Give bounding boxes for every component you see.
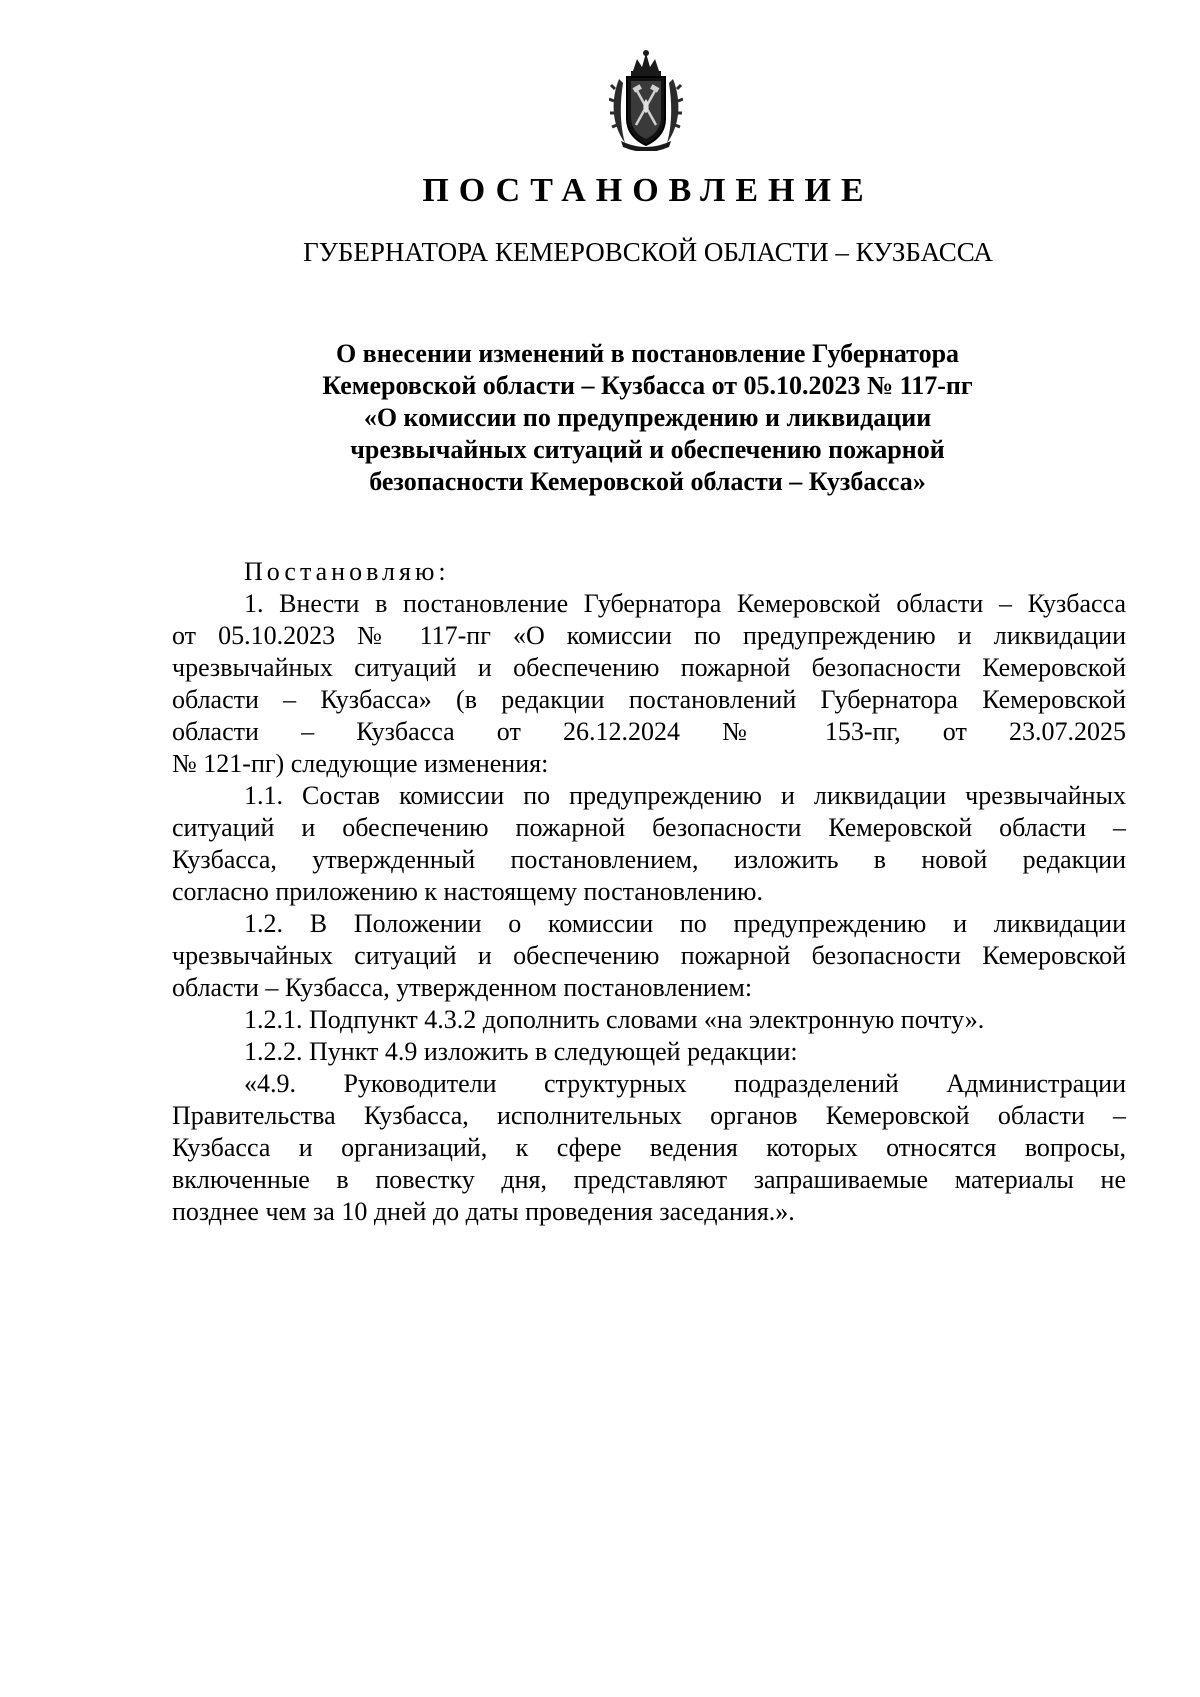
issuing-authority: ГУБЕРНАТОРА КЕМЕРОВСКОЙ ОБЛАСТИ – КУЗБАССА bbox=[303, 237, 993, 267]
title-line: Кемеровской области – Кузбасса от 05.10.2023 № 117-пг bbox=[322, 371, 973, 400]
document-title bbox=[170, 338, 1125, 498]
paragraph-1-2-2 bbox=[172, 1036, 1126, 1068]
body-line: включенные в повестку дня, представляют запрашиваемые материалы не bbox=[172, 1165, 1126, 1194]
body-line: Кузбасса, утвержденный постановлением, изложить в новой редакции bbox=[172, 845, 1126, 874]
title-line: «О комиссии по предупреждению и ликвидации bbox=[363, 403, 932, 432]
coat-of-arms-emblem bbox=[609, 49, 683, 151]
body-line: области – Кузбасса от 26.12.2024 № 153-пг, от 23.07.2025 bbox=[172, 717, 1126, 746]
title-line: безопасности Кемеровской области – Кузбасса» bbox=[369, 467, 926, 496]
body-line: чрезвычайных ситуаций и обеспечению пожарной безопасности Кемеровской bbox=[172, 653, 1126, 682]
paragraph-1 bbox=[172, 588, 1126, 780]
title-line: чрезвычайных ситуаций и обеспечению пожарной bbox=[350, 435, 945, 464]
body-line: позднее чем за 10 дней до даты проведения заседания.». bbox=[172, 1197, 795, 1226]
body-line: ситуаций и обеспечению пожарной безопасности Кемеровской области – bbox=[172, 813, 1126, 842]
body-line: Правительства Кузбасса, исполнительных органов Кемеровской области – bbox=[172, 1101, 1126, 1130]
paragraph-1-1 bbox=[172, 780, 1126, 908]
paragraph-1-2 bbox=[172, 908, 1126, 1004]
document-type-heading: ПОСТАНОВЛЕНИЕ bbox=[422, 172, 874, 209]
body-line: согласно приложению к настоящему постановлению. bbox=[172, 877, 763, 906]
body-line: «4.9. Руководители структурных подразделений Администрации bbox=[244, 1069, 1126, 1098]
body-line: чрезвычайных ситуаций и обеспечению пожарной безопасности Кемеровской bbox=[172, 941, 1126, 970]
document-body bbox=[172, 556, 1126, 1228]
body-line: области – Кузбасса» (в редакции постановлений Губернатора Кемеровской bbox=[172, 685, 1126, 714]
body-line: 1.2.1. Подпункт 4.3.2 дополнить словами «на электронную почту». bbox=[244, 1005, 985, 1034]
title-line: О внесении изменений в постановление Губернатора bbox=[335, 339, 960, 368]
body-line: области – Кузбасса, утвержденном постановлением: bbox=[172, 973, 753, 1002]
body-line: 1.1. Состав комиссии по предупреждению и ликвидации чрезвычайных bbox=[244, 781, 1126, 810]
body-line: Кузбасса и организаций, к сфере ведения которых относятся вопросы, bbox=[172, 1133, 1126, 1162]
body-line: № 121-пг) следующие изменения: bbox=[172, 749, 549, 778]
body-line: 1.2.2. Пункт 4.9 изложить в следующей редакции: bbox=[244, 1037, 798, 1066]
body-line: 1. Внести в постановление Губернатора Кемеровской области – Кузбасса bbox=[244, 589, 1126, 618]
paragraph-1-2-1 bbox=[172, 1004, 1126, 1036]
body-line: от 05.10.2023 № 117-пг «О комиссии по предупреждению и ликвидации bbox=[172, 621, 1126, 650]
body-line: 1.2. В Положении о комиссии по предупреждению и ликвидации bbox=[244, 909, 1126, 938]
paragraph-4-9-quote bbox=[172, 1068, 1126, 1228]
decree-word: Постановляю: bbox=[244, 557, 450, 586]
